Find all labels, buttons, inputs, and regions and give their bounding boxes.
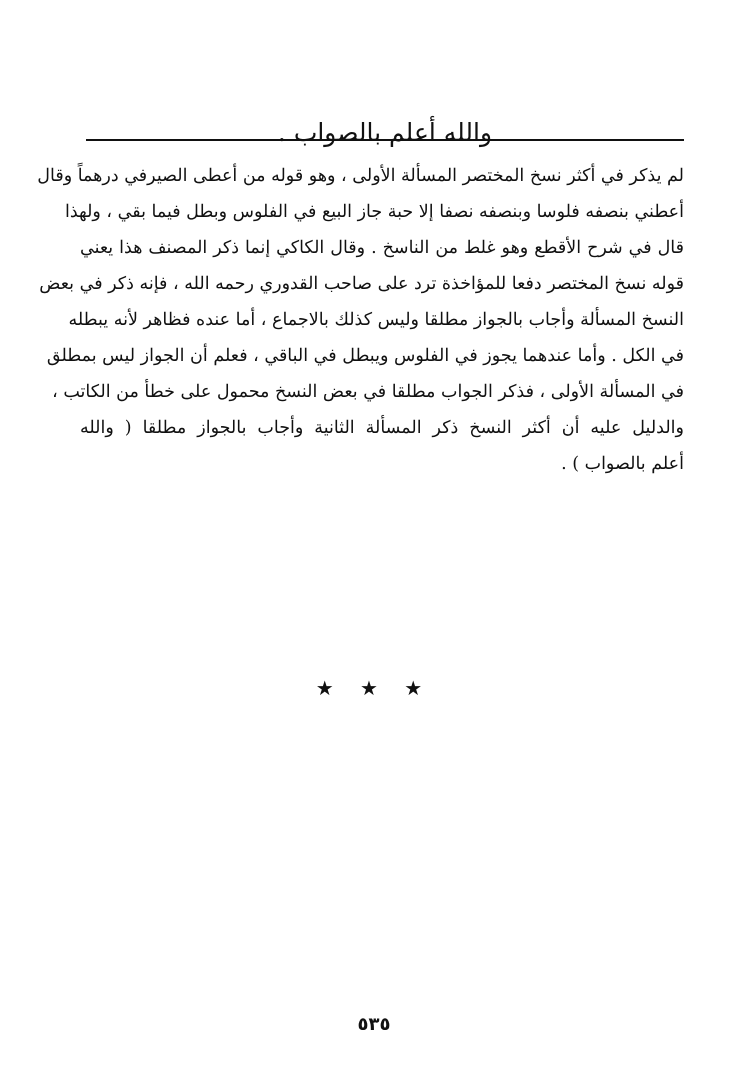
text-line: والدليل عليه أن أكثر النسخ ذكر المسألة الثانية وأجاب بالجواز مطلقا ( والله [80, 418, 684, 438]
text-line: النسخ المسألة وأجاب بالجواز مطلقا وليس كذلك بالاجماع ، أما عنده فظاهر لأنه يبطله [68, 310, 684, 330]
continuation-line: والله أعلم بالصواب . [277, 118, 493, 147]
commentary-paragraph [37, 158, 684, 482]
text-line: قال في شرح الأقطع وهو غلط من الناسخ . وقال الكاكي إنما ذكر المصنف هذا يعني [80, 238, 684, 258]
section-divider-stars: ★ ★ ★ [315, 676, 433, 700]
text-line: أعطني بنصفه فلوسا وبنصفه نصفا إلا حبة جاز البيع في الفلوس وبطل فيما بقي ، ولهذا [64, 202, 684, 222]
text-line: قوله نسخ المختصر دفعا للمؤاخذة ترد على صاحب القدوري رحمه الله ، فإنه ذكر في بعض [39, 274, 684, 294]
text-line: أعلم بالصواب ) . [561, 454, 684, 474]
text-line: في الكل . وأما عندهما يجوز في الفلوس ويبطل في الباقي ، فعلم أن الجواز ليس بمطلق [46, 346, 684, 366]
text-line: لم يذكر في أكثر نسخ المختصر المسألة الأولى ، وهو قوله من أعطى الصيرفي درهماً وقال [37, 166, 684, 186]
page-number: ٥٣٥ [357, 1014, 391, 1035]
text-line: في المسألة الأولى ، فذكر الجواب مطلقا في بعض النسخ محمول على خطأ من الكاتب ، [52, 382, 684, 402]
horizontal-rule [86, 139, 684, 141]
